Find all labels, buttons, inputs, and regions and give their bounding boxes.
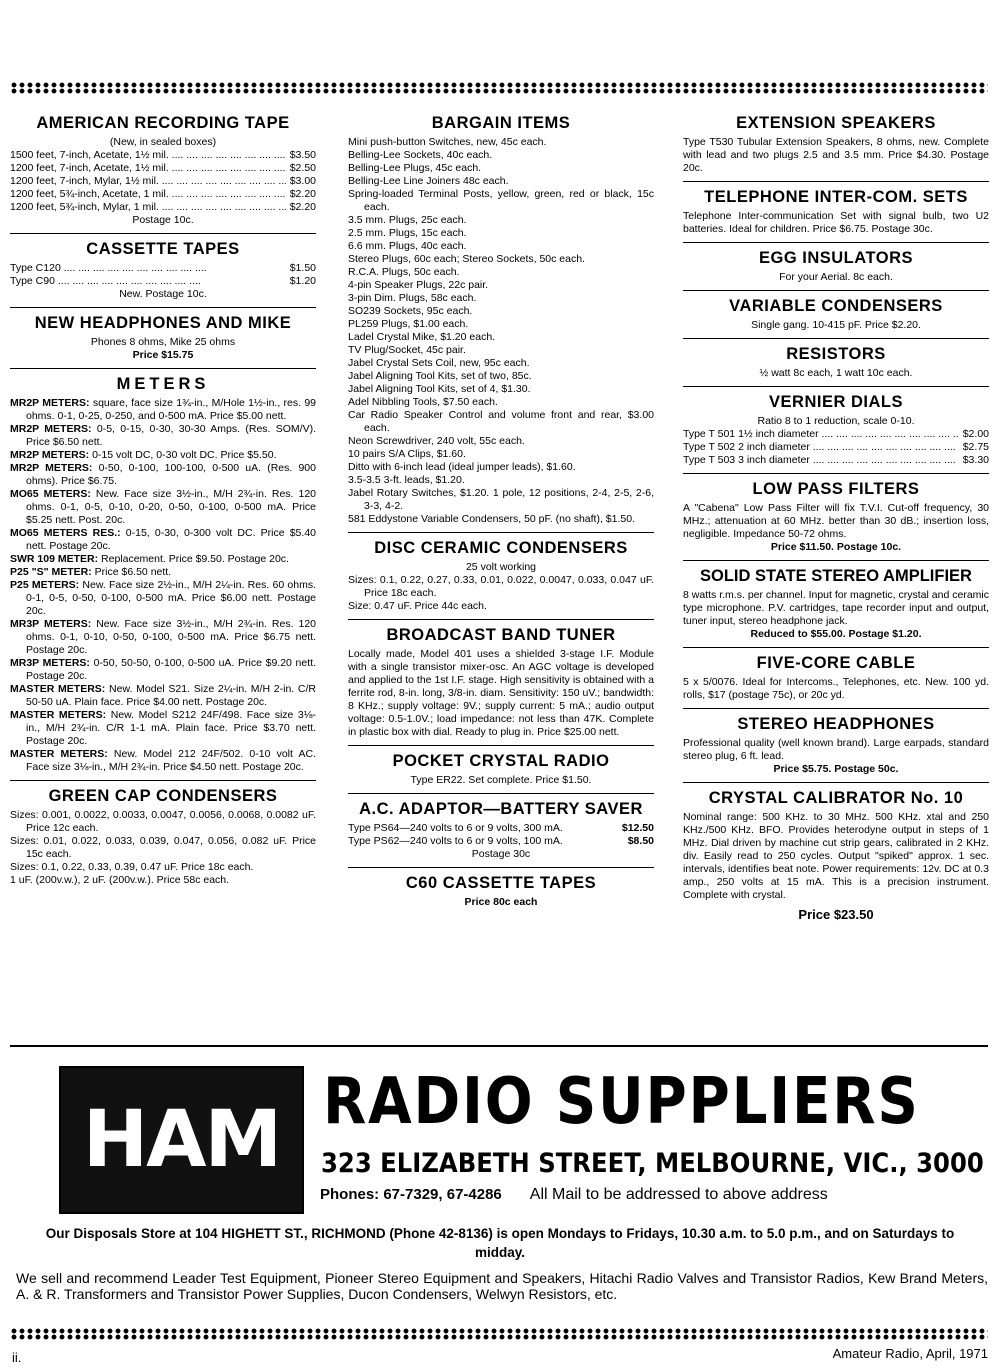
- top-decorative-border: [10, 82, 988, 94]
- meter-heading: MR3P METERS:: [10, 618, 92, 630]
- meter-heading: MASTER METERS:: [10, 683, 106, 695]
- section-title: METERS: [116, 375, 210, 393]
- price-row: [348, 835, 654, 848]
- meter-heading: MASTER METERS:: [10, 748, 108, 760]
- meter-heading: MR2P METERS:: [10, 423, 92, 435]
- section-ac-adaptor: [348, 800, 654, 868]
- size-line: Sizes: 0.01, 0.022, 0.033, 0.039, 0.047, 0.056, 0.082 uF. Price 15c each.: [10, 835, 316, 860]
- meter-heading: MO65 METERS RES.:: [10, 527, 121, 539]
- section-cassette-tapes: [10, 240, 316, 308]
- meter-text: New. Model S212 24F/498. Face size 3⅛-in., M/H 2¾-in. C/R 1-1 mA. Plain face. Price $3.70 nett. Postage 20c.: [26, 709, 317, 747]
- contact-line: [320, 1184, 828, 1206]
- section-title: EXTENSION SPEAKERS: [736, 114, 936, 132]
- item-price: $2.50: [289, 162, 316, 174]
- price-row: [10, 262, 316, 275]
- meter-item: [10, 566, 316, 579]
- meter-item: [10, 709, 316, 748]
- meter-item: [10, 527, 316, 553]
- bargain-item: 581 Eddystone Variable Condensers, 50 pF. (no shaft), $1.50.: [348, 513, 635, 525]
- meter-heading: MR2P METERS:: [10, 397, 90, 409]
- item-price: Reduced to $55.00. Postage $1.20.: [750, 628, 922, 640]
- section-title: RESISTORS: [786, 345, 886, 363]
- meter-item: [10, 683, 316, 709]
- meter-heading: MR2P METERS:: [10, 449, 90, 461]
- item-desc: Nominal range: 500 KHz. to 30 MHz. 500 KHz. xtal and 250 KHz./500 KHz. BFO. Provides heterodyne output in steps of 1 MHz. Dial driven by machine cut strip gears, calibrated in 2 KHz. div. Easily read to 250 cycles. Output "spiked" approx. 1 sec. intervals, identifies beat note. Power requirements: 12v. DC at 0.3 amp., 250 volts at 15 mA. This is a precision instrument. Complete with crystal.: [683, 811, 989, 901]
- item-desc: Type PS62—240 volts to 6 or 9 volts, 100 mA.: [348, 835, 563, 847]
- bargain-item: Belling-Lee Plugs, 45c each.: [348, 162, 482, 174]
- item-desc: For your Aerial. 8c each.: [779, 271, 893, 283]
- item-desc: Single gang. 10-415 pF. Price $2.20.: [751, 319, 921, 331]
- section-broadcast-tuner: [348, 626, 654, 746]
- size-line: Sizes: 0.001, 0.0022, 0.0033, 0.0047, 0.0056, 0.0068, 0.0082 uF. Price 12c each.: [10, 809, 316, 834]
- item-price: $3.30: [962, 454, 989, 466]
- item-price: $2.20: [289, 201, 316, 213]
- meter-item: [10, 657, 316, 683]
- bargain-item: 6.6 mm. Plugs, 40c each.: [348, 240, 467, 252]
- column-left: [10, 112, 316, 899]
- bargain-item: Mini push-button Switches, new, 45c each.: [348, 136, 547, 148]
- section-title: A.C. ADAPTOR—BATTERY SAVER: [359, 800, 643, 818]
- meter-heading: P25 METERS:: [10, 579, 80, 591]
- section-recording-tape: [10, 114, 316, 234]
- section-title: LOW PASS FILTERS: [752, 480, 920, 498]
- bargain-item: Ditto with 6-inch lead (ideal jumper leads), $1.60.: [348, 461, 576, 473]
- section-title: VARIABLE CONDENSERS: [729, 297, 943, 315]
- section-five-core-cable: [683, 654, 989, 709]
- bargain-item: 3-pin Dim. Plugs, 58c each.: [348, 292, 477, 304]
- bargain-item: 10 pairs S/A Clips, $1.60.: [348, 448, 466, 460]
- size-line: Size: 0.47 uF. Price 44c each.: [348, 600, 487, 612]
- item-price: $8.50: [627, 835, 654, 847]
- item-price: $2.20: [289, 188, 316, 200]
- section-title: CRYSTAL CALIBRATOR No. 10: [708, 789, 964, 807]
- mail-note: All Mail to be addressed to above address: [529, 1186, 828, 1203]
- meter-heading: MR3P METERS:: [10, 657, 90, 669]
- item-price: $3.50: [289, 149, 316, 161]
- bargain-item: Jabel Aligning Tool Kits, set of two, 85c.: [348, 370, 532, 382]
- section-title: DISC CERAMIC CONDENSERS: [374, 539, 628, 557]
- bargain-item: Car Radio Speaker Control and volume front and rear, $3.00 each.: [348, 409, 654, 434]
- item-price: Price $15.75: [132, 349, 194, 361]
- postage-note: Postage 30c: [471, 848, 531, 860]
- section-subtitle: Ratio 8 to 1 reduction, scale 0-10.: [757, 415, 915, 427]
- section-vernier-dials: [683, 393, 989, 474]
- section-disc-ceramic: [348, 539, 654, 620]
- item-price: Price 80c each: [464, 896, 538, 908]
- item-desc: Type ER22. Set complete. Price $1.50.: [410, 774, 592, 786]
- store-hours: Our Disposals Store at 104 HIGHETT ST., RICHMOND (Phone 42-8136) is open Mondays to Fridays, 10.30 a.m. to 5.0 p.m., and on Saturdays to midday.: [45, 1226, 955, 1260]
- section-title: BROADCAST BAND TUNER: [386, 626, 616, 644]
- page-number: ii.: [12, 1350, 22, 1365]
- meter-text: New. Face size 2½-in., M/H 2¼-in. Res. 60 ohms. 0-1, 0-5, 0-50, 0-100, 0-500 mA. Price $6.00 nett. Postage 20c.: [26, 579, 316, 617]
- meter-item: [10, 618, 316, 657]
- bargain-item: PL259 Plugs, $1.00 each.: [348, 318, 469, 330]
- meter-heading: MO65 METERS:: [10, 488, 91, 500]
- size-line: 1 uF. (200v.w.), 2 uF. (200v.w.). Price 58c each.: [10, 874, 230, 886]
- meter-text: New. Face size 3½-in., M/H 2¾-in. Res. 120 ohms. 0-1, 0-5, 0-10, 0-20, 0-50, 0-100, 0-500 mA. Price $5.25 nett. Post. 20c.: [26, 488, 316, 526]
- brands-statement: We sell and recommend Leader Test Equipment, Pioneer Stereo Equipment and Speakers, Hitachi Radio Valves and Transistor Radios, Kew Brand Meters, A. & R. Transformers and Transistor Power Supplies, Ducon Condensers, Welwyn Resistors, etc.: [16, 1270, 988, 1302]
- section-telephone-intercom: [683, 188, 989, 243]
- bargain-item: 2.5 mm. Plugs, 15c each.: [348, 227, 467, 239]
- bargain-item: Belling-Lee Line Joiners 48c each.: [348, 175, 509, 187]
- company-name: RADIO SUPPLIERS: [323, 1065, 920, 1139]
- item-desc: Type T 502 2 inch diameter ....: [683, 441, 959, 454]
- item-desc: Type T 501 1½ inch diameter ....: [683, 428, 959, 441]
- price-row: [683, 428, 989, 441]
- section-subtitle: 25 volt working: [465, 561, 537, 573]
- item-desc: Type C120 ....: [10, 262, 286, 275]
- price-row: [683, 441, 989, 454]
- item-desc: Professional quality (well known brand). Large earpads, standard stereo plug, 6 ft. lead.: [683, 737, 989, 762]
- section-stereo-headphones: [683, 715, 989, 783]
- price-row: [10, 275, 316, 288]
- item-price: Price $5.75. Postage 50c.: [773, 763, 899, 775]
- item-price: $3.00: [289, 175, 316, 187]
- meter-text: 0-15, 0-30, 0-300 volt DC. Price $5.40 nett. Postage 20c.: [26, 527, 316, 552]
- item-desc: 8 watts r.m.s. per channel. Input for magnetic, crystal and ceramic type microphone. P.V. cartridges, tape recorder input and output, tuner input, stereo headphone jack.: [683, 589, 989, 627]
- section-crystal-calibrator: [683, 789, 989, 927]
- price-row: [10, 188, 316, 201]
- section-title: SOLID STATE STEREO AMPLIFIER: [700, 567, 972, 585]
- item-desc: Phones 8 ohms, Mike 25 ohms: [90, 336, 236, 348]
- item-desc: Type T 503 3 inch diameter ....: [683, 454, 959, 467]
- section-egg-insulators: [683, 249, 989, 291]
- item-price: $2.00: [962, 428, 989, 440]
- meter-item: [10, 488, 316, 527]
- meter-item: [10, 449, 316, 462]
- item-price: $2.75: [962, 441, 989, 453]
- price-row: [348, 822, 654, 835]
- logo-text: HAM: [82, 1095, 281, 1185]
- section-extension-speakers: [683, 114, 989, 182]
- meter-heading: P25 "S" METER:: [10, 566, 92, 578]
- section-title: EGG INSULATORS: [759, 249, 913, 267]
- bargain-item: TV Plug/Socket, 45c pair.: [348, 344, 466, 356]
- footer-divider: [10, 1045, 988, 1047]
- section-title: TELEPHONE INTER-COM. SETS: [704, 188, 968, 206]
- bargain-item: Jabel Rotary Switches, $1.20. 1 pole, 12 positions, 2-4, 2-5, 2-6, 3-3, 4-2.: [348, 487, 654, 512]
- section-title: BARGAIN ITEMS: [431, 114, 571, 132]
- price-row: [10, 162, 316, 175]
- magazine-credit: Amateur Radio, April, 1971: [832, 1346, 988, 1361]
- meter-item: [10, 397, 316, 423]
- bargain-item: Jabel Aligning Tool Kits, set of 4, $1.30.: [348, 383, 531, 395]
- item-price: Price $23.50: [798, 907, 874, 922]
- section-low-pass-filters: [683, 480, 989, 561]
- bargain-item: 4-pin Speaker Plugs, 22c pair.: [348, 279, 489, 291]
- meter-text: New. Model 212 24F/502. 0-10 volt AC. Face size 3⅛-in., M/H 2¾-in. Price $4.50 nett. Postage 20c.: [26, 748, 316, 773]
- meter-text: New. Face size 3½-in., M/H 2¾-in. Res. 120 ohms. 0-1, 0-10, 0-50, 0-100, 0-500 mA. Price $6.75 nett. Postage 20c.: [26, 618, 317, 656]
- section-title: CASSETTE TAPES: [86, 240, 240, 258]
- item-desc: Type T530 Tubular Extension Speakers, 8 ohms, new. Complete with lead and two plugs 2.5 and 3.5 mm. Price $4.30. Postage 20c.: [683, 136, 989, 174]
- size-line: Sizes: 0.1, 0.22, 0.27, 0.33, 0.01, 0.022, 0.0047, 0.033, 0.047 uF. Price 18c each.: [348, 574, 654, 599]
- postage-note: New. Postage 10c.: [119, 288, 207, 300]
- item-desc: Type PS64—240 volts to 6 or 9 volts, 300 mA.: [348, 822, 563, 834]
- column-right: [683, 112, 989, 933]
- ham-logo: [59, 1066, 304, 1214]
- section-title: FIVE-CORE CABLE: [756, 654, 916, 672]
- item-price: $1.50: [289, 262, 316, 274]
- item-price: Price $11.50. Postage 10c.: [770, 541, 902, 553]
- meter-item: [10, 579, 316, 618]
- item-desc: 1200 feet, 7-inch, Acetate, 1½ mil. ....: [10, 162, 286, 175]
- price-row: [10, 201, 316, 214]
- meter-text: New. Model S21. Size 2¼-in. M/H 2-in. C/R 50-50 uA. Plain face. Price $4.00 nett. Postage 20c.: [26, 683, 317, 708]
- section-new-headphones: [10, 314, 316, 369]
- section-meters: [10, 375, 316, 781]
- section-title: STEREO HEADPHONES: [737, 715, 935, 733]
- bargain-item: SO239 Sockets, 95c each.: [348, 305, 473, 317]
- item-price: $1.20: [289, 275, 316, 287]
- postage-note: Postage 10c.: [132, 214, 194, 226]
- bargain-item: 3.5 mm. Plugs, 25c each.: [348, 214, 467, 226]
- section-subtitle: (New, in sealed boxes): [109, 136, 217, 148]
- price-row: [10, 149, 316, 162]
- bargain-item: Ladel Crystal Mike, $1.20 each.: [348, 331, 496, 343]
- meter-text: 0-5, 0-15, 0-30, 30-30 Amps. (Res. SOM/V). Price $6.50 nett.: [26, 423, 316, 448]
- price-row: [10, 175, 316, 188]
- section-variable-condensers: [683, 297, 989, 339]
- meter-heading: MR2P METERS:: [10, 462, 93, 474]
- item-price: $12.50: [621, 822, 654, 834]
- section-title: VERNIER DIALS: [769, 393, 903, 411]
- section-pocket-radio: [348, 752, 654, 794]
- section-title: NEW HEADPHONES AND MIKE: [34, 314, 292, 332]
- meter-item: [10, 748, 316, 774]
- bargain-item: Belling-Lee Sockets, 40c each.: [348, 149, 493, 161]
- section-bargain-items: [348, 114, 654, 533]
- bottom-decorative-border: [10, 1328, 988, 1340]
- section-green-cap: [10, 787, 316, 893]
- item-desc: 5 x 5/0076. Ideal for Intercoms., Telephones, etc. New. 100 yd. rolls, $17 (postage 75c), or 20c yd.: [683, 676, 989, 701]
- meter-item: [10, 462, 316, 488]
- meter-text: 0-50, 0-100, 100-100, 0-500 uA. (Res. 900 ohms). Price $6.75.: [26, 462, 316, 487]
- meter-text: Price $6.50 nett.: [94, 566, 172, 578]
- item-desc: ½ watt 8c each, 1 watt 10c each.: [759, 367, 913, 379]
- section-title: C60 CASSETTE TAPES: [405, 874, 597, 892]
- item-desc: 1200 feet, 7-inch, Mylar, 1½ mil. ....: [10, 175, 286, 188]
- bargain-item: Jabel Crystal Sets Coil, new, 95c each.: [348, 357, 530, 369]
- bargain-item: 3.5-3.5 3-ft. leads, $1.20.: [348, 474, 465, 486]
- phone-numbers: Phones: 67-7329, 67-4286: [320, 1186, 502, 1203]
- size-line: Sizes: 0.1, 0.22, 0.33, 0.39, 0.47 uF. Price 18c each.: [10, 861, 254, 873]
- section-resistors: [683, 345, 989, 387]
- item-desc: A "Cabena" Low Pass Filter will fix T.V.I. Cut-off frequency, 30 MHz.; attenuation at 60 MHz. better than 30 dB.; insertion loss, negligible. Impedance 50-72 ohms.: [683, 502, 989, 540]
- item-desc: 1200 feet, 5¾-inch, Mylar, 1 mil. ....: [10, 201, 286, 214]
- meter-text: Replacement. Price $9.50. Postage 20c.: [101, 553, 289, 565]
- section-c60-tapes: [348, 874, 654, 915]
- section-stereo-amplifier: [683, 567, 989, 648]
- company-address: 323 ELIZABETH STREET, MELBOURNE, VIC., 3000: [321, 1148, 984, 1179]
- section-title: AMERICAN RECORDING TAPE: [36, 114, 290, 132]
- meter-heading: MASTER METERS:: [10, 709, 107, 721]
- item-desc: 1500 feet, 7-inch, Acetate, 1½ mil. ....: [10, 149, 286, 162]
- meter-item: [10, 423, 316, 449]
- item-desc: 1200 feet, 5¾-inch, Acetate, 1 mil. ....: [10, 188, 286, 201]
- item-desc: Type C90 ....: [10, 275, 286, 288]
- meter-heading: SWR 109 METER:: [10, 553, 99, 565]
- bargain-item: R.C.A. Plugs, 50c each.: [348, 266, 460, 278]
- item-desc: Locally made, Model 401 uses a shielded 3-stage I.F. Module with a single transistor mixer-osc. An AGC voltage is developed and applied to the 1st I.F. stage. High sensitivity is obtained with a ferrite rod, 8-in. long, 3/8-in. diam. Sensitivity: 150 uV.; bandwidth: 8 KHz.; supply voltage: 9V.; supply current: 5 mA.; audio output voltage: 0.5-1.0V.; load impedance: not less than 47K. Complete in plastic box with dial. Ready to plug in. Price $25.00 nett.: [348, 648, 654, 738]
- meter-item: [10, 553, 316, 566]
- meter-text: square, face size 1¾-in., M/Hole 1½-in., res. 99 ohms. 0-1, 0-25, 0-250, and 0-500 mA. Price $5.00 nett.: [26, 397, 317, 422]
- meter-text: 0-15 volt DC, 0-30 volt DC. Price $5.50.: [92, 449, 277, 461]
- bargain-item: Neon Screwdriver, 240 volt, 55c each.: [348, 435, 525, 447]
- bargain-item: Stereo Plugs, 60c each; Stereo Sockets, 50c each.: [348, 253, 585, 265]
- bargain-item: Adel Nibbling Tools, $7.50 each.: [348, 396, 498, 408]
- bargain-item: Spring-loaded Terminal Posts, yellow, green, red or black, 15c each.: [348, 188, 654, 213]
- column-middle: [348, 112, 654, 921]
- price-row: [683, 454, 989, 467]
- meter-text: 0-50, 50-50, 0-100, 0-500 uA. Price $9.20 nett. Postage 20c.: [26, 657, 316, 682]
- section-title: POCKET CRYSTAL RADIO: [392, 752, 610, 770]
- item-desc: Telephone Inter-communication Set with signal bulb, two U2 batteries. Ideal for children. Price $6.75. Postage 30c.: [683, 210, 989, 235]
- section-title: GREEN CAP CONDENSERS: [48, 787, 278, 805]
